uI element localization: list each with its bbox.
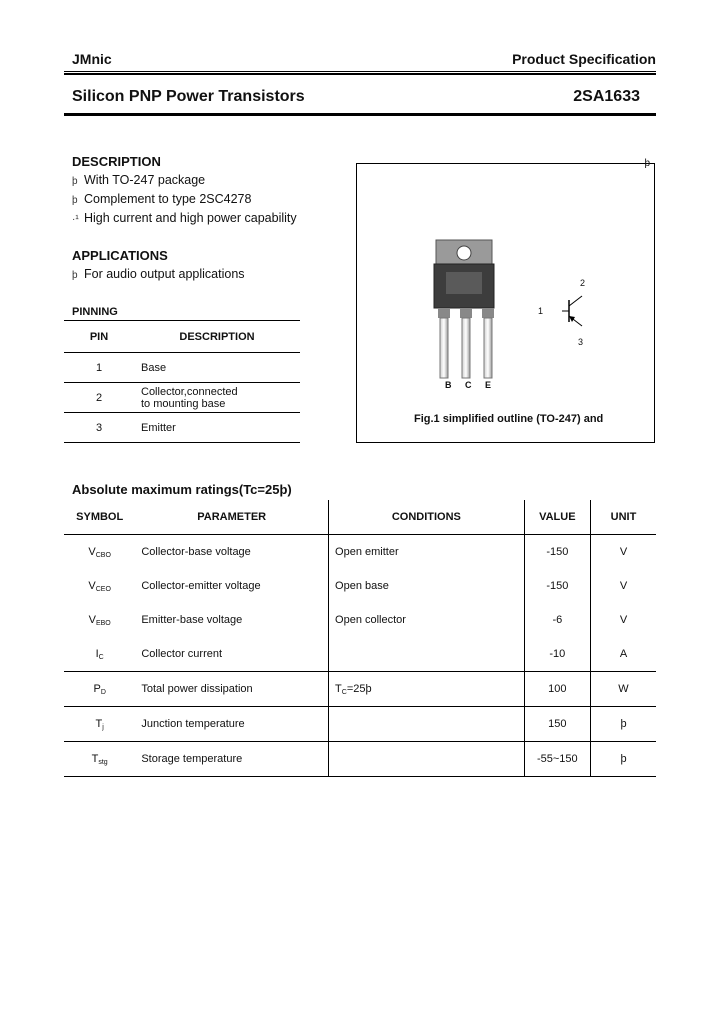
table-row <box>64 535 656 570</box>
symbol-cell: $P_D$ <box>64 672 135 707</box>
symbol-cell: $T_{stg}$ <box>64 742 135 777</box>
bullet-icon: þ <box>72 270 78 281</box>
table-row <box>64 603 656 637</box>
ratings-title: Absolute maximum ratings(Tc=25þ) <box>72 482 292 497</box>
document-type: Product Specification <box>512 51 656 67</box>
value-cell: 100 <box>524 672 590 707</box>
company-name: JMnic <box>72 51 112 67</box>
applications-heading: APPLICATIONS <box>72 248 168 263</box>
unit-cell: þ <box>591 742 657 777</box>
pinning-table <box>64 320 300 443</box>
ratings-table <box>64 500 656 777</box>
description-heading: DESCRIPTION <box>72 154 161 169</box>
to247-package-image <box>420 236 510 396</box>
table-row <box>64 672 656 707</box>
conditions-cell: $T_C=25þ$ <box>329 672 525 707</box>
pin-description: Base <box>141 361 167 374</box>
header-rule-thin <box>64 71 656 72</box>
applications-item: þ For audio output applications <box>72 267 245 281</box>
value-cell: 150 <box>524 707 590 742</box>
table-header-row <box>64 321 300 353</box>
parameter-cell: Emitter-base voltage <box>135 603 328 637</box>
pin-description: Emitter <box>141 421 176 434</box>
pin-label-b: B <box>445 380 452 390</box>
header-rule-thick <box>64 73 656 75</box>
symbol-cell: $T_j$ <box>64 707 135 742</box>
parameter-cell: Storage temperature <box>135 742 328 777</box>
unit-cell: A <box>591 637 657 672</box>
column-header-pin: PIN <box>89 330 109 343</box>
bullet-icon: ·¹ <box>72 214 79 225</box>
pin-label-c: C <box>465 380 472 390</box>
pnp-transistor-symbol-icon <box>560 292 590 332</box>
conditions-cell <box>329 742 525 777</box>
pin-number: 1 <box>95 361 103 374</box>
parameter-cell: Collector current <box>135 637 328 672</box>
column-header-conditions: CONDITIONS <box>329 500 525 535</box>
table-row <box>64 569 656 603</box>
unit-cell: V <box>619 614 628 626</box>
bullet-icon: þ <box>72 176 78 187</box>
column-header-value: VALUE <box>524 500 590 535</box>
column-header-parameter: PARAMETER <box>135 500 328 535</box>
value-cell: -150 <box>524 569 590 603</box>
product-line-title: Silicon PNP Power Transistors <box>72 88 305 105</box>
pin-number: 3 <box>95 421 103 434</box>
column-header-unit: UNIT <box>591 500 657 535</box>
conditions-cell: Open collector <box>329 603 525 637</box>
symbol-cell: $V_{CBO}$ <box>88 545 111 559</box>
symbol-cell: $V_{CEO}$ <box>88 579 111 593</box>
value-cell: -55~150 <box>524 742 590 777</box>
unit-cell: þ <box>591 707 657 742</box>
pin-description: Collector,connected to mounting base <box>141 385 238 410</box>
parameter-cell: Collector-base voltage <box>135 535 328 570</box>
bullet-icon: þ <box>72 195 78 206</box>
unit-cell: V <box>619 546 628 558</box>
table-row <box>64 742 656 777</box>
symbol-cell: $V_{EBO}$ <box>88 613 111 627</box>
parameter-cell: Collector-emitter voltage <box>135 569 328 603</box>
value-cell: -6 <box>524 603 590 637</box>
symbol-label-emitter: 3 <box>578 337 584 347</box>
unit-cell: V <box>619 580 628 592</box>
description-item: ·¹ High current and high power capability <box>72 211 297 225</box>
conditions-cell <box>329 637 525 672</box>
part-number: 2SA1633 <box>573 88 640 105</box>
symbol-cell: $I_C$ <box>64 637 135 672</box>
conditions-cell: Open base <box>329 569 525 603</box>
parameter-cell: Total power dissipation <box>135 672 328 707</box>
figure-caption: Fig.1 simplified outline (TO-247) and <box>414 413 604 425</box>
unit-cell: W <box>591 672 657 707</box>
symbol-label-collector: 2 <box>580 278 586 288</box>
pin-label-e: E <box>485 380 492 390</box>
description-item: þ Complement to type 2SC4278 <box>72 192 252 206</box>
conditions-cell <box>329 707 525 742</box>
title-rule <box>64 113 656 116</box>
table-header-row <box>64 500 656 535</box>
table-row <box>64 383 300 413</box>
figure-corner-mark: þ <box>644 158 650 169</box>
column-header-symbol: SYMBOL <box>64 500 135 535</box>
table-row <box>64 707 656 742</box>
table-row <box>64 413 300 443</box>
table-row <box>64 637 656 672</box>
value-cell: -150 <box>524 535 590 570</box>
pin-number: 2 <box>95 391 103 404</box>
parameter-cell: Junction temperature <box>135 707 328 742</box>
conditions-cell: Open emitter <box>329 535 525 570</box>
column-header-description: DESCRIPTION <box>179 330 255 343</box>
symbol-label-base: 1 <box>538 306 544 316</box>
pinning-heading: PINNING <box>72 306 118 318</box>
table-row <box>64 353 300 383</box>
value-cell: -10 <box>524 637 590 672</box>
description-item: þ With TO-247 package <box>72 173 206 187</box>
